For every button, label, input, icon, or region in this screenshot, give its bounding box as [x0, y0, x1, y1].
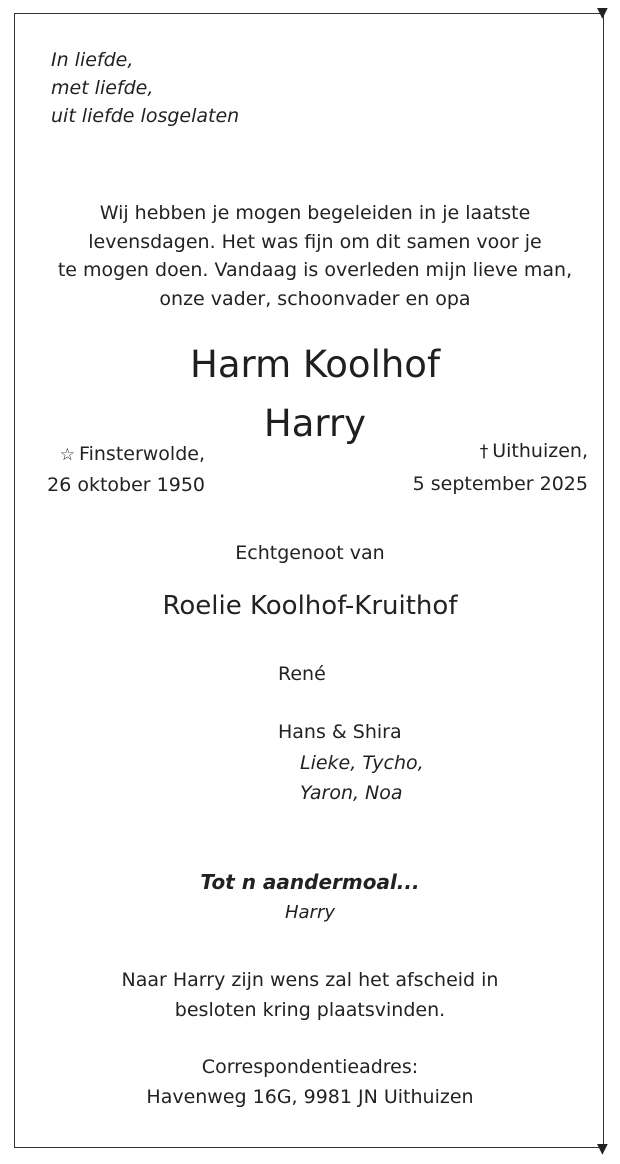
closing-text: Tot n aandermoal... [200, 870, 420, 894]
closing-signature: Harry [284, 902, 336, 923]
motto-line: uit liefde losgelaten [51, 105, 240, 127]
intro-line: te mogen doen. Vandaag is overleden mijn lieve man, [57, 259, 573, 281]
family-child: Hans & Shira [278, 721, 402, 743]
intro-text [30, 199, 600, 313]
star-icon: ☆ [59, 445, 76, 465]
farewell-line: Naar Harry zijn wens zal het afscheid in [121, 969, 499, 991]
farewell-text [0, 965, 620, 1025]
deceased-nickname: Harry [263, 402, 367, 445]
spouse-label: Echtgenoot van [235, 542, 385, 564]
spouse-name: Roelie Koolhof-Kruithof [162, 591, 458, 621]
death-date: 5 september 2025 [412, 473, 588, 495]
correspondence-address: Havenweg 16G, 9981 JN Uithuizen [146, 1086, 474, 1108]
motto [51, 46, 239, 130]
grandchildren-line: Lieke, Tycho, [300, 752, 424, 774]
grandchildren-line: Yaron, Noa [300, 782, 403, 804]
death-place: Uithuizen, [492, 440, 588, 462]
motto-line: In liefde, [51, 49, 134, 71]
grandchildren [300, 748, 424, 808]
correspondence [0, 1052, 620, 1112]
intro-line: Wij hebben je mogen begeleiden in je laatste [99, 202, 531, 224]
birth-info [38, 439, 205, 500]
motto-line: met liefde, [51, 77, 154, 99]
deceased-name: Harm Koolhof [190, 343, 440, 386]
continue-arrow-icon-bottom: ▼ [597, 1141, 608, 1157]
cross-icon: † [479, 442, 489, 462]
family-child: René [278, 663, 326, 685]
intro-line: levensdagen. Het was fijn om dit samen voor je [88, 230, 542, 253]
continue-arrow-icon-top: ▼ [597, 5, 608, 21]
birth-place: Finsterwolde, [79, 443, 205, 465]
farewell-line: besloten kring plaatsvinden. [174, 999, 446, 1021]
death-info [395, 435, 588, 500]
correspondence-label: Correspondentieadres: [201, 1056, 419, 1078]
birth-date: 26 oktober 1950 [47, 474, 205, 496]
intro-line: onze vader, schoonvader en opa [159, 287, 471, 310]
